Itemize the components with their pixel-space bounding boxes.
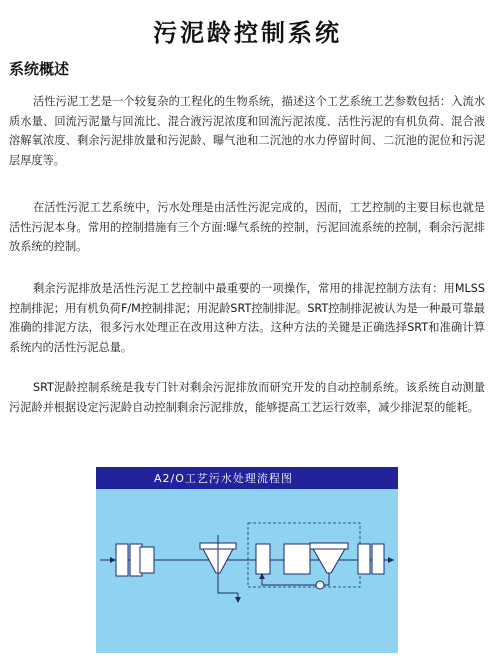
disinfection-tank-2 xyxy=(372,544,384,574)
anaerobic-tank xyxy=(256,544,270,574)
section-title: 系统概述 xyxy=(9,60,70,78)
anoxic-tank xyxy=(284,544,310,574)
process-flow-figure xyxy=(96,467,398,653)
sludge-line-1 xyxy=(218,573,238,593)
inlet-arrow xyxy=(110,557,116,563)
paragraph-3: 剩余污泥排放是活性污泥工艺控制中最重要的一项操作，常用的排泥控制方法有：用MLSS控制排泥；用有机负荷F/M控制排泥；用泥龄SRT控制排泥。SRT控制排泥被认为是一种最可靠最准确的排泥方法，很多污水处理正在改用这种方法。这种方法的关键是正确选择SRT和准确计算系统内的活性污泥总量。 xyxy=(9,282,485,354)
paragraph-1: 活性污泥工艺是一个较复杂的工程化的生物系统，描述这个工艺系统工艺参数包括：入流水质水量、回流污泥量与回流比、混合液污泥浓度和回流污泥浓度、活性污泥的有机负荷、混合液溶解氧浓度、剩余污泥排放量和污泥龄、曝气池和二沉池的水力停留时间、二沉池的泥位和污泥层厚度等。 xyxy=(9,95,485,167)
figure-diagram xyxy=(96,489,398,653)
grit-chamber-1 xyxy=(116,544,128,576)
return-pump-icon xyxy=(316,581,324,589)
primary-tank xyxy=(140,547,154,573)
paragraph-2: 在活性污泥工艺系统中，污水处理是由活性污泥完成的，因而，工艺控制的主要目标也就是活性污泥本身。常用的控制措施有三个方面:曝气系统的控制，污泥回流系统的控制，剩余污泥排放系统的控制。 xyxy=(9,201,485,253)
outlet-arrow xyxy=(388,557,394,563)
disinfection-tank-1 xyxy=(358,544,370,574)
document-title: 污泥龄控制系统 xyxy=(153,18,342,47)
secondary-clarifier-top xyxy=(310,543,348,549)
figure-header: A2/O工艺污水处理流程图 xyxy=(96,467,398,489)
excess-sludge-arrow xyxy=(235,597,241,603)
flow-diagram-svg xyxy=(96,489,398,653)
paragraph-4: SRT泥龄控制系统是我专门针对剩余污泥排放而研究开发的自动控制系统。该系统自动测量污泥龄并根据设定污泥龄自动控制剩余污泥排放，能够提高工艺运行效率，减少排泥泵的能耗。 xyxy=(9,381,485,414)
